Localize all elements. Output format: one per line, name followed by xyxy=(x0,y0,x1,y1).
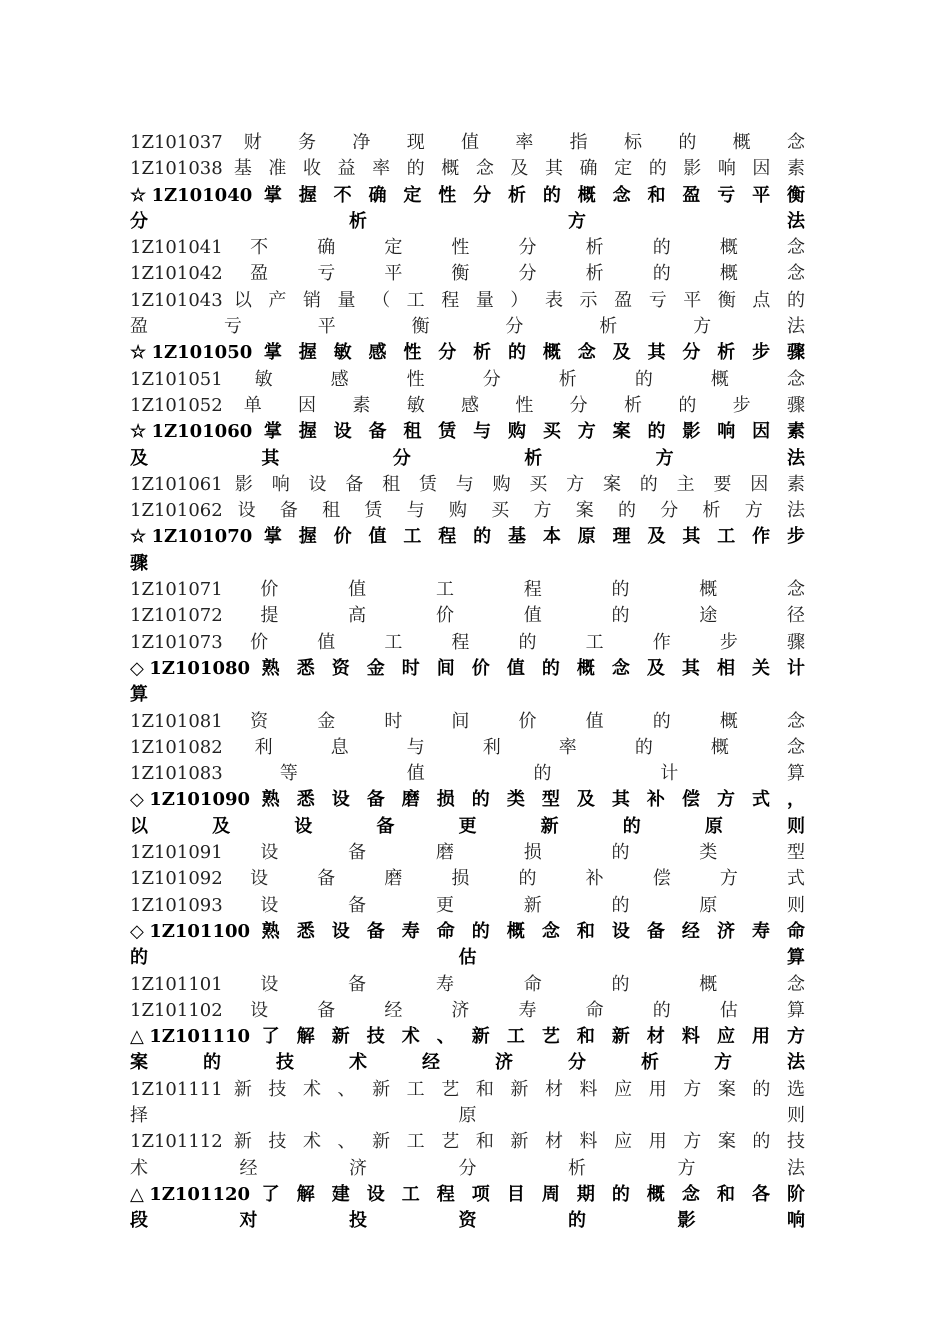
section-heading-line: 案 的 技 术 经 济 分 析 方 法 xyxy=(130,1052,805,1074)
outline-item-line: 1Z101051 敏 感 性 分 析 的 概 念 xyxy=(130,368,805,390)
outline-item-line: 1Z101102 设 备 经 济 寿 命 的 估 算 xyxy=(130,999,805,1021)
section-heading-line: ◇1Z101090 熟 悉 设 备 磨 损 的 类 型 及 其 补 偿 方 式 ， xyxy=(130,789,805,811)
section-heading-line: 段 对 投 资 的 影 响 xyxy=(130,1210,805,1232)
outline-item-line: 1Z101111 新 技 术 、 新 工 艺 和 新 材 料 应 用 方 案 的 选 xyxy=(130,1078,805,1100)
section-heading-line: 分 析 方 法 xyxy=(130,210,805,232)
outline-item-line: 1Z101071 价 值 工 程 的 概 念 xyxy=(130,579,805,601)
section-heading-line: △1Z101120 了 解 建 设 工 程 项 目 周 期 的 概 念 和 各 阶 xyxy=(130,1183,805,1205)
outline-item-line: 1Z101072 提 高 价 值 的 途 径 xyxy=(130,605,805,627)
section-heading-line: 的 估 算 xyxy=(130,947,805,969)
outline-item-line: 术 经 济 分 析 方 法 xyxy=(130,1157,805,1179)
outline-item-line: 盈 亏 平 衡 分 析 方 法 xyxy=(130,316,805,338)
section-heading-line: △1Z101110 了 解 新 技 术 、 新 工 艺 和 新 材 料 应 用 方 xyxy=(130,1026,805,1048)
outline-item-line: 1Z101073 价 值 工 程 的 工 作 步 骤 xyxy=(130,631,805,653)
outline-item-line: 1Z101052 单 因 素 敏 感 性 分 析 的 步 骤 xyxy=(130,394,805,416)
section-heading-line: ☆1Z101040 掌 握 不 确 定 性 分 析 的 概 念 和 盈 亏 平 衡 xyxy=(130,184,805,206)
section-heading-line: 以 及 设 备 更 新 的 原 则 xyxy=(130,815,805,837)
outline-item-line: 1Z101082 利 息 与 利 率 的 概 念 xyxy=(130,736,805,758)
outline-item-line: 1Z101043 以 产 销 量 （ 工 程 量 ） 表 示 盈 亏 平 衡 点 的 xyxy=(130,289,805,311)
outline-list xyxy=(130,130,805,1234)
outline-item-line: 1Z101101 设 备 寿 命 的 概 念 xyxy=(130,973,805,995)
outline-item-line: 1Z101112 新 技 术 、 新 工 艺 和 新 材 料 应 用 方 案 的 技 xyxy=(130,1131,805,1153)
section-heading-line: 及 其 分 析 方 法 xyxy=(130,447,805,469)
section-heading-line: ☆1Z101070 掌 握 价 值 工 程 的 基 本 原 理 及 其 工 作 步 xyxy=(130,526,805,548)
outline-item-line: 1Z101092 设 备 磨 损 的 补 偿 方 式 xyxy=(130,868,805,890)
outline-item-line: 1Z101037 财 务 净 现 值 率 指 标 的 概 念 xyxy=(130,132,805,153)
section-heading-line: ☆1Z101060 掌 握 设 备 租 赁 与 购 买 方 案 的 影 响 因 素 xyxy=(130,421,805,443)
outline-item-line: 1Z101081 资 金 时 间 价 值 的 概 念 xyxy=(130,710,805,732)
outline-item-line: 1Z101041 不 确 定 性 分 析 的 概 念 xyxy=(130,237,805,259)
outline-item-line: 1Z101083 等 值 的 计 算 xyxy=(130,763,805,785)
outline-item-line: 1Z101062 设 备 租 赁 与 购 买 方 案 的 分 析 方 法 xyxy=(130,500,805,522)
outline-item-line: 1Z101042 盈 亏 平 衡 分 析 的 概 念 xyxy=(130,263,805,285)
outline-item-line: 1Z101091 设 备 磨 损 的 类 型 xyxy=(130,842,805,864)
section-heading-line: 算 xyxy=(130,684,148,706)
outline-item-line: 1Z101038 基 准 收 益 率 的 概 念 及 其 确 定 的 影 响 因 素 xyxy=(130,158,805,180)
section-heading-line: ☆1Z101050 掌 握 敏 感 性 分 析 的 概 念 及 其 分 析 步 骤 xyxy=(130,342,805,364)
outline-item-line: 1Z101061 影 响 设 备 租 赁 与 购 买 方 案 的 主 要 因 素 xyxy=(130,473,805,495)
outline-item-line: 1Z101093 设 备 更 新 的 原 则 xyxy=(130,894,805,916)
section-heading-line: 骤 xyxy=(130,552,148,574)
section-heading-line: ◇1Z101100 熟 悉 设 备 寿 命 的 概 念 和 设 备 经 济 寿 命 xyxy=(130,920,805,942)
section-heading-line: ◇1Z101080 熟 悉 资 金 时 间 价 值 的 概 念 及 其 相 关 计 xyxy=(130,657,805,679)
outline-item-line: 择 原 则 xyxy=(130,1104,805,1126)
